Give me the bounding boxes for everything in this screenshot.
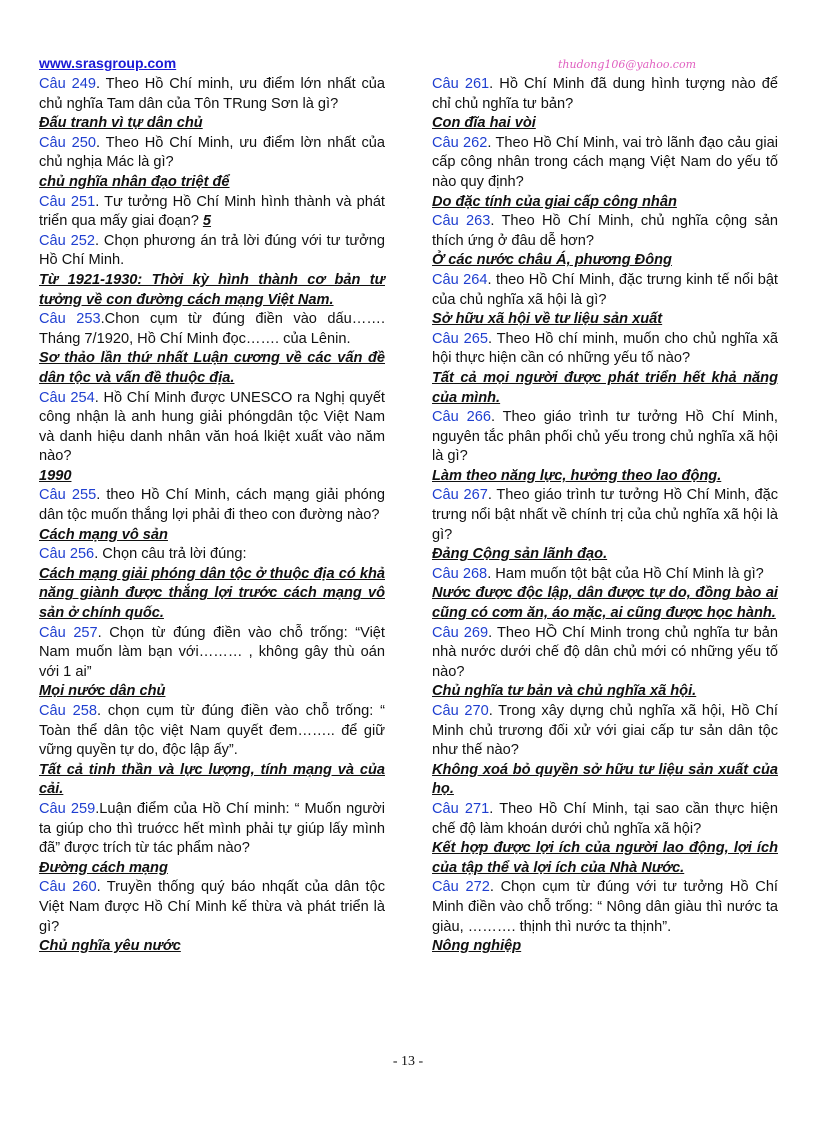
- question-number: Câu 261: [432, 76, 490, 92]
- question-text: . Theo giáo trình tư tưởng Hồ Chí Minh, đặc trưng nổi bật nhất về chính trị của chủ nghĩa xã hội là gì?: [432, 487, 778, 543]
- answer-256: Cách mạng giải phóng dân tộc ở thuộc địa có khả năng giành được thắng lợi trước cách mạng vô sản ở chính quốc.: [39, 565, 385, 622]
- answer-264: Sở hữu xã hội về tư liệu sản xuất: [432, 311, 663, 328]
- question-number: Câu 258: [39, 703, 97, 719]
- question-text: . Ham muốn tột bật của Hồ Chí Minh là gì?: [487, 565, 764, 582]
- question-number: Câu 260: [39, 879, 97, 896]
- question-text: . Theo Hồ Chí Minh, ưu điểm lờn nhất của chủ nghịa Mác là gì?: [39, 134, 385, 171]
- answer-267: Đảng Cộng sản lãnh đạo.: [432, 546, 608, 563]
- answer-263: Ở các nước châu Á, phương Đông: [432, 252, 672, 269]
- question-text: . Chọn từ đúng điền vào chỗ trống: “Việt Nam muốn làm bạn với……… , không gây thù oán với 1 ai”: [39, 624, 385, 680]
- question-255: [39, 486, 385, 525]
- question-text: .Chon cụm từ đúng điền vào dấu……. Tháng 7/1920, Hồ Chí Minh đọc……. của Lênin.: [39, 311, 385, 347]
- question-260: [39, 878, 385, 937]
- question-number: Câu 254: [39, 389, 95, 406]
- answer-255: Cách mạng vô sản: [39, 526, 168, 543]
- answer-249: Đấu tranh vì tự dân chủ: [39, 115, 203, 132]
- answer-250: chủ nghĩa nhân đạo triệt để: [39, 173, 230, 190]
- answer-257: Mọi nước dân chủ: [39, 683, 166, 700]
- answer-265: Tất cả mọi người được phát triển hết khả năng của mình.: [432, 369, 778, 406]
- answer-254: 1990: [39, 467, 72, 484]
- question-271: [432, 800, 778, 839]
- question-253: [39, 310, 385, 349]
- left-column: [39, 75, 385, 957]
- question-251: [39, 193, 385, 232]
- question-254: [39, 389, 385, 467]
- question-text: . chọn cụm từ đúng điền vào chỗ trống: “ Toàn thể dân tộc việt Nam quyết đem…….. để giữ vững quyền tự do, độc lập ấy”.: [39, 703, 385, 759]
- answer-260: Chủ nghĩa yêu nước: [39, 938, 181, 955]
- question-text: . Theo Hồ Chí Minh, tại sao cần thực hiện chế độ làm khoán dưới chủ nghĩa xã hội?: [432, 800, 778, 837]
- question-text: . Theo Hồ Chí minh, ưu điểm lớn nhất của chủ nghĩa Tam dân của Tôn TRung Sơn là gì?: [39, 76, 385, 112]
- answer-269: Chủ nghĩa tư bản và chủ nghĩa xã hội.: [432, 683, 697, 700]
- question-number: Câu 250: [39, 134, 96, 151]
- question-text: . Theo giáo trình tư tưởng Hồ Chí Minh, nguyên tắc phân phối chủ yếu trong chủ nghĩa xã hội là gì?: [432, 409, 778, 465]
- question-252: [39, 232, 385, 271]
- right-column: [432, 75, 778, 957]
- question-number: Câu 263: [432, 213, 491, 230]
- answer-261: Con đĩa hai vòi: [432, 115, 536, 132]
- question-text: . Trong xây dựng chủ nghĩa xã hội, Hồ Chí Minh chủ trương đối xử với giai cấp tư sản dân tộc như thế nào?: [432, 703, 778, 759]
- page-number: - 13 -: [392, 1054, 424, 1069]
- question-number: Câu 267: [432, 487, 488, 504]
- question-text: . Chọn câu trả lời đúng:: [94, 546, 247, 563]
- question-text: . Theo Hồ chí minh, muốn cho chủ nghĩa xã hội thực hiện cần có những yếu tố nào?: [432, 330, 778, 367]
- question-text: . Hồ Chí Minh đã dung hình tượng nào để chỉ chủ nghĩa tư bản?: [432, 76, 778, 112]
- answer-259: Đường cách mạng: [39, 859, 168, 876]
- question-number: Câu 255: [39, 487, 97, 504]
- question-text: . Chọn cụm từ đúng với tư tưởng Hồ Chí Minh điền vào chỗ trống: “ Nông dân giàu thì nước ta giàu, ………. thịnh thì nước ta thịnh”.: [432, 879, 778, 935]
- question-272: [432, 878, 778, 937]
- question-259: [39, 800, 385, 859]
- question-number: Câu 256: [39, 546, 95, 563]
- question-text: .Luận điểm của Hồ Chí minh: “ Muốn người ta giúp cho thì truớcc hết mình phải tự giúp lấy mình đã” được trích từ tác phẩm nào?: [39, 800, 385, 857]
- question-text: . Theo Hồ Chí Minh, vai trò lãnh đạo cảu giai cấp công nhân trong cách mạng Việt Nam do yếu tố nào quy định?: [432, 134, 778, 190]
- question-269: [432, 624, 778, 683]
- answer-268: Nước được độc lập, dân được tự do, đồng bào ai cũng có cơm ăn, áo mặc, ai cũng được học hành.: [432, 585, 778, 622]
- question-number: Câu 253: [39, 311, 101, 328]
- answer-271: Kết hợp được lợi ích của người lao động, lợi ích của tập thể và lợi ích của Nhà Nước.: [432, 840, 778, 876]
- question-text: . theo Hồ Chí Minh, cách mạng giải phóng dân tộc muốn thắng lợi phải đi theo con đường nào?: [39, 487, 385, 524]
- question-266: [432, 408, 778, 467]
- question-257: [39, 624, 385, 683]
- question-number: Câu 249: [39, 76, 96, 92]
- question-text: . theo Hồ Chí Minh, đặc trưng kinh tế nổi bật của chủ nghĩa xã hội là gì?: [432, 271, 778, 308]
- question-text: . Truyền thống quý báo nhqất của dân tộc Việt Nam được Hồ Chí Minh kế thừa và phát triển là gì?: [39, 879, 385, 935]
- question-text: . Theo Hồ Chí Minh, chủ nghĩa cộng sản thích ứng ở đâu dễ hơn?: [432, 213, 778, 249]
- answer-251: 5: [202, 213, 212, 230]
- question-number: Câu 259: [39, 800, 96, 817]
- question-270: [432, 702, 778, 761]
- website-link[interactable]: www.srasgroup.com: [39, 55, 177, 71]
- question-number: Câu 271: [432, 800, 490, 817]
- question-258: [39, 702, 385, 761]
- answer-258: Tất cả tinh thần và lực lượng, tính mạng và của cải.: [39, 761, 385, 798]
- question-text: . Chọn phương án trả lời đúng với tư tưởng Hồ Chí Minh.: [39, 232, 385, 269]
- question-250: [39, 134, 385, 173]
- answer-266: Làm theo năng lực, hưởng theo lao động.: [432, 467, 722, 484]
- question-number: Câu 270: [432, 703, 489, 719]
- answer-252: Từ 1921-1930: Thời kỳ hình thành cơ bản tư tưởng về con đường cách mạng Việt Nam.: [39, 271, 385, 308]
- answer-272: Nông nghiệp: [432, 938, 522, 955]
- question-number: Câu 262: [432, 134, 488, 151]
- question-text: . Hồ Chí Minh được UNESCO ra Nghị quyết công nhận là anh hung giải phóngdân tộc Việt Nam và danh hiệu danh nhân văn hoá lkiệt xuất vào năm nào?: [39, 389, 385, 465]
- question-262: [432, 134, 778, 193]
- answer-262: Do đặc tính của giai cấp công nhân: [432, 193, 677, 210]
- question-263: [432, 212, 778, 251]
- question-number: Câu 257: [39, 624, 98, 641]
- question-number: Câu 266: [432, 409, 491, 426]
- question-number: Câu 252: [39, 232, 95, 249]
- email-watermark: thudong106@yahoo.com: [558, 58, 696, 71]
- question-264: [432, 271, 778, 310]
- question-text: . Theo HỒ Chí Minh trong chủ nghĩa tư bản nhà nước dưới chế độ dân chủ mới có những yếu tố nào?: [432, 624, 778, 680]
- question-number: Câu 269: [432, 624, 489, 641]
- question-249: [39, 75, 385, 114]
- question-number: Câu 264: [432, 271, 488, 288]
- question-number: Câu 268: [432, 565, 488, 582]
- question-number: Câu 251: [39, 193, 96, 210]
- answer-253: Sơ thảo lần thứ nhất Luận cương về các vấn đề dân tộc và vấn đề thuộc địa.: [39, 350, 385, 386]
- question-text: . Tư tưởng Hồ Chí Minh hình thành và phát triển qua mấy giai đoạn?: [39, 193, 385, 230]
- question-261: [432, 75, 778, 114]
- question-number: Câu 272: [432, 879, 490, 896]
- answer-270: Không xoá bỏ quyền sở hữu tư liệu sản xuất của họ.: [432, 761, 778, 798]
- question-265: [432, 330, 778, 369]
- question-268: [432, 565, 778, 585]
- question-256: [39, 545, 385, 565]
- question-number: Câu 265: [432, 330, 488, 347]
- question-267: [432, 486, 778, 545]
